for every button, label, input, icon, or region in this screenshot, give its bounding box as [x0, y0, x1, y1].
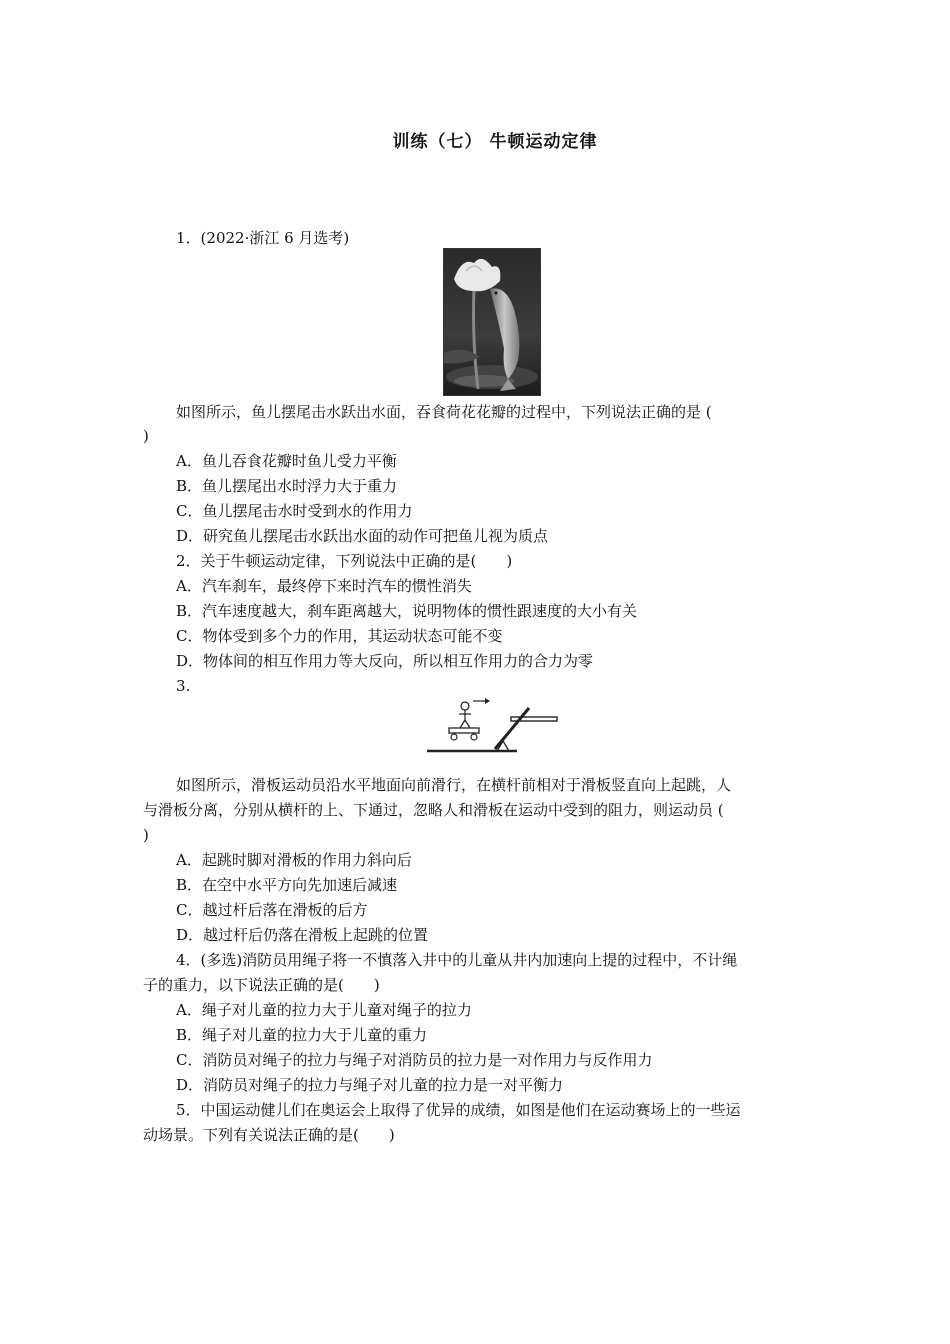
q3-stem-line2: 与滑板分离，分别从横杆的上、下通过，忽略人和滑板在运动中受到的阻力，则运动员 ( [143, 801, 724, 819]
fish-lotus-image [444, 249, 540, 395]
q2-option-c: C．物体受到多个力的作用，其运动状态可能不变 [176, 627, 503, 645]
q2-option-b: B．汽车速度越大，刹车距离越大，说明物体的惯性跟速度的大小有关 [176, 602, 638, 620]
q2-stem: 2．关于牛顿运动定律，下列说法中正确的是( ) [176, 552, 513, 570]
q1-stem-line1: 如图所示，鱼儿摆尾击水跃出水面，吞食荷花花瓣的过程中，下列说法正确的是 ( [176, 403, 712, 421]
q4-option-a: A．绳子对儿童的拉力大于儿童对绳子的拉力 [176, 1001, 472, 1019]
q4-option-d: D．消防员对绳子的拉力与绳子对儿童的拉力是一对平衡力 [176, 1076, 564, 1094]
q4-option-b: B．绳子对儿童的拉力大于儿童的重力 [176, 1026, 428, 1044]
q4-stem-line1: 4．(多选)消防员用绳子将一不慎落入井中的儿童从井内加速向上提的过程中，不计绳 [176, 951, 738, 969]
q1-option-d: D．研究鱼儿摆尾击水跃出水面的动作可把鱼儿视为质点 [176, 527, 549, 545]
q5-stem-line2: 动场景。下列有关说法正确的是( ) [143, 1126, 395, 1144]
q1-option-b: B．鱼儿摆尾出水时浮力大于重力 [176, 477, 398, 495]
q4-stem-line2: 子的重力，以下说法正确的是( ) [143, 976, 380, 994]
q2-option-d: D．物体间的相互作用力等大反向，所以相互作用力的合力为零 [176, 652, 594, 670]
q3-stem-line3: ) [143, 826, 149, 844]
q5-stem-line1: 5．中国运动健儿们在奥运会上取得了优异的成绩，如图是他们在运动赛场上的一些运 [176, 1101, 741, 1119]
q1-header: 1．(2022·浙江 6 月选考) [176, 229, 350, 247]
q3-stem-line1: 如图所示，滑板运动员沿水平地面向前滑行，在横杆前相对于滑板竖直向上起跳，人 [176, 776, 732, 794]
skateboarder-svg [425, 695, 560, 757]
q2-option-a: A．汽车刹车，最终停下来时汽车的惯性消失 [176, 577, 472, 595]
q3-option-c: C．越过杆后落在滑板的后方 [176, 901, 368, 919]
q1-option-c: C．鱼儿摆尾击水时受到水的作用力 [176, 502, 413, 520]
q3-option-d: D．越过杆后仍落在滑板上起跳的位置 [176, 926, 429, 944]
q1-stem-line2: ) [143, 427, 149, 445]
q3-number: 3. [176, 677, 191, 695]
fish-lotus-photo [443, 248, 541, 396]
skateboarder-diagram [425, 695, 560, 757]
q3-option-a: A．起跳时脚对滑板的作用力斜向后 [176, 851, 412, 869]
q4-option-c: C．消防员对绳子的拉力与绳子对消防员的拉力是一对作用力与反作用力 [176, 1051, 653, 1069]
page-title: 训练（七） 牛顿运动定律 [392, 132, 598, 152]
q1-option-a: A．鱼儿吞食花瓣时鱼儿受力平衡 [176, 452, 397, 470]
q3-option-b: B．在空中水平方向先加速后减速 [176, 876, 398, 894]
